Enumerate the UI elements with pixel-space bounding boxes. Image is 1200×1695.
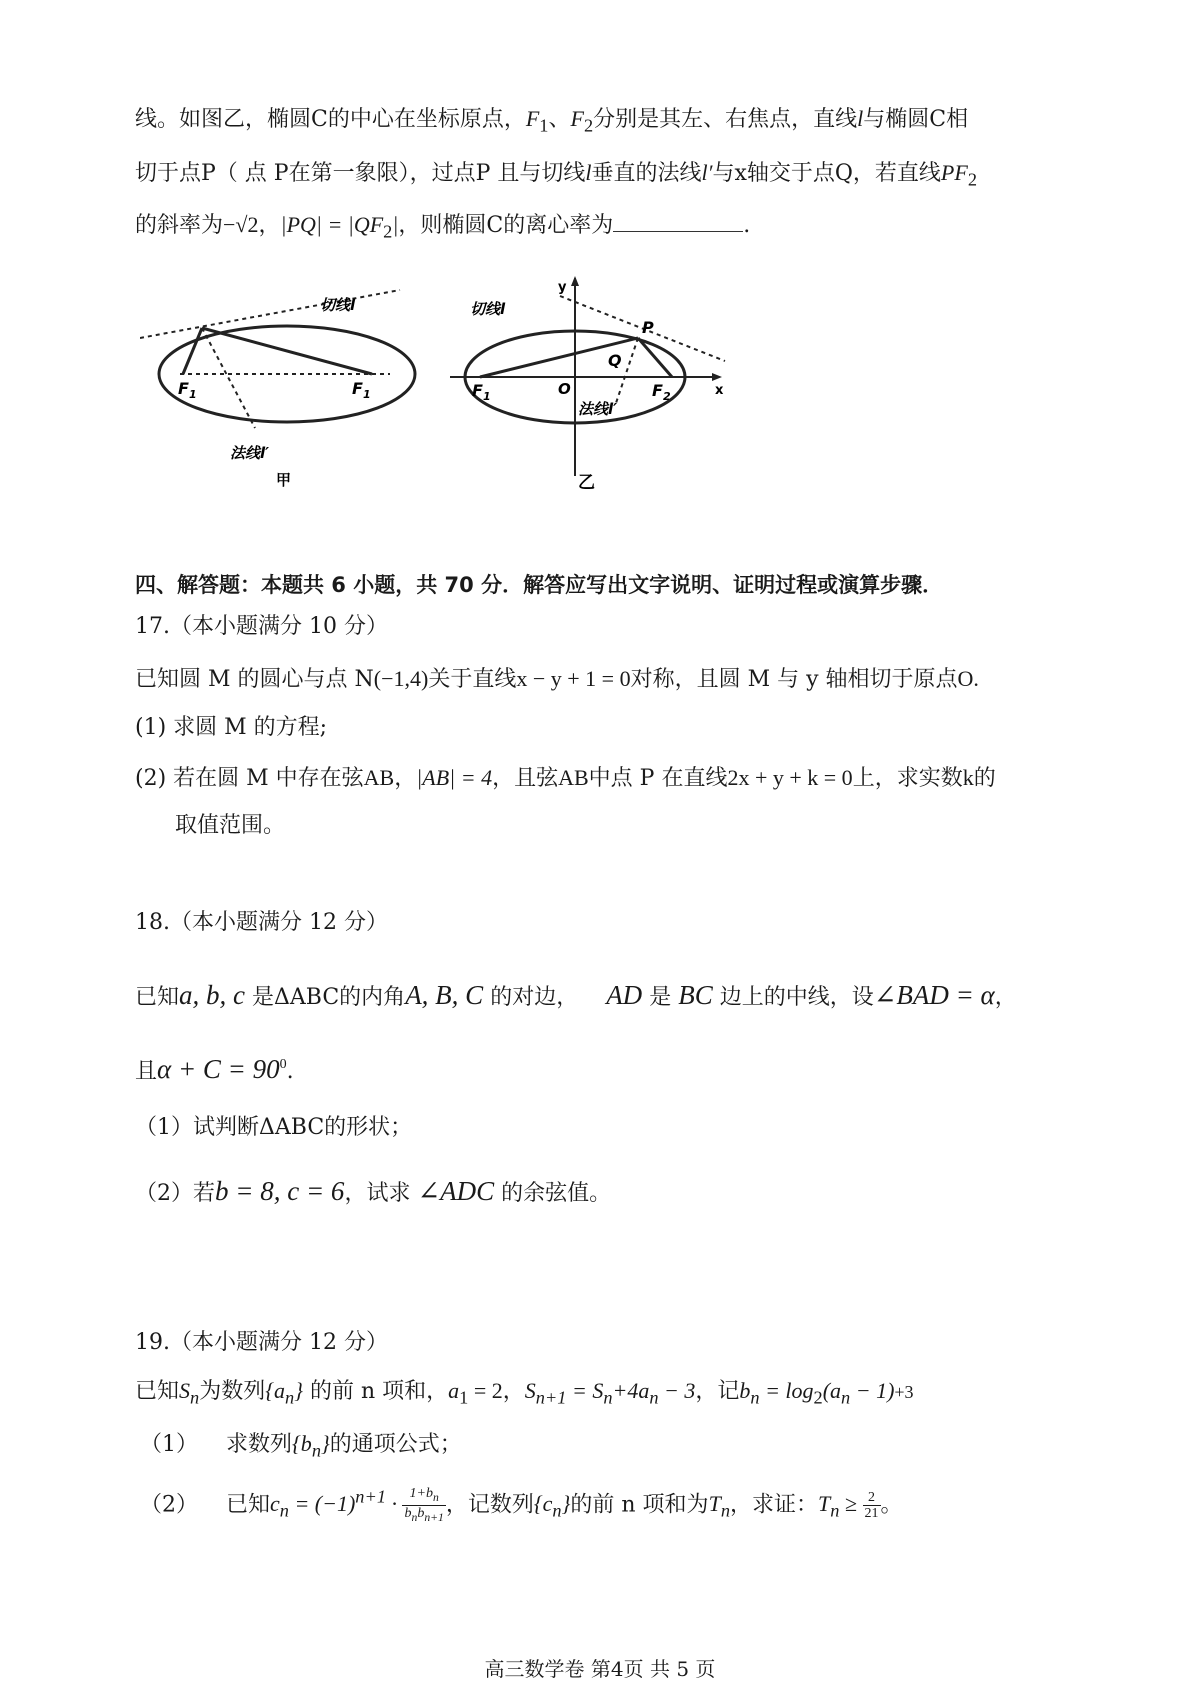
p16-line-1 (135, 104, 968, 140)
math-pq: $|PQ| = |QF_2|$ (280, 212, 399, 242)
segment-pf1 (183, 328, 202, 374)
math-lprime: l′ (701, 160, 713, 185)
math-l: l (857, 106, 864, 131)
math-f1: $F_1$ (525, 106, 549, 136)
caption-yi: 乙 (578, 473, 595, 493)
p16-line-2 (135, 158, 977, 194)
p18-condition: 且$\alpha + C = 90^0$. (135, 1054, 294, 1084)
math-slope: −√2 (223, 212, 259, 237)
text: ，则椭圆C的离心率为 (398, 213, 614, 238)
p16-line-3 (135, 210, 750, 246)
p17-title: 17.（本小题满分 10 分） (135, 614, 388, 639)
page-footer: 高三数学卷 第4页 共 5 页 (484, 1657, 716, 1681)
label-normal: 法线l′ (578, 400, 618, 418)
math-recurrence: $S_{n+1} = S_n+4a_n - 3$ (524, 1378, 696, 1408)
math-values: b = 8, c = 6 (215, 1176, 345, 1206)
y-axis-arrow (571, 276, 579, 286)
p17-q2: (2) 若在圆 M 中存在弦AB，|AB| = 4，且弦AB中点 P 在直线2x + y + k = 0上，求实数k的 (135, 765, 996, 791)
label-x: x (715, 383, 724, 398)
caption-jia: 甲 (276, 471, 292, 489)
text: 与椭圆C相 (863, 107, 969, 132)
math-f2: $F_2$ (570, 106, 594, 136)
label-q: Q (608, 351, 622, 370)
p18-statement: 已知a, b, c 是ΔABC的内角A, B, C 的对边， AD 是 BC 边上的中线，设∠BAD = α， (135, 980, 1017, 1010)
p18-q1: （1）试判断ΔABC的形状； (135, 1115, 413, 1140)
math-pf2: $PF_2$ (940, 160, 977, 190)
math-bn: $b_n = \log_2(a_n - 1)$ (739, 1378, 895, 1408)
text: 线。如图乙，椭圆C的中心在坐标原点， (135, 107, 526, 132)
figure-yi (450, 276, 740, 496)
normal-line (615, 338, 638, 406)
math-line: x − y + 1 = 0 (516, 666, 631, 691)
label-f1: $F_1$ (472, 381, 491, 403)
tangent-line (140, 290, 400, 338)
text: 与x轴交于点Q，若直线 (712, 161, 941, 186)
math-AD: AD (606, 980, 643, 1010)
math-abc: a, b, c (179, 980, 245, 1010)
math-cn: $c_n = (-1)^{n+1}$ · (270, 1487, 403, 1521)
math-fraction: $\frac{1+b_n}{b_nb_{n+1}}$ (404, 1486, 444, 1524)
math-ABC: A, B, C (405, 980, 484, 1010)
math-length: |AB| = 4 (416, 765, 493, 790)
math-angle: ∠ADC (417, 1176, 495, 1206)
math-result-fraction: $\frac{2}{21}$ (864, 1489, 879, 1521)
p17-q1: (1) 求圆 M 的方程; (135, 715, 328, 740)
label-f2: $F_1$ (352, 379, 371, 401)
label-y: y (558, 280, 567, 295)
math-cond: $\alpha + C = 90^0$ (157, 1054, 287, 1084)
p18-q2: （2）若b = 8, c = 6，试求 ∠ADC 的余弦值。 (135, 1176, 612, 1206)
text: 垂直的法线 (591, 161, 702, 186)
math-o: O. (957, 666, 979, 691)
math-angle: ∠BAD = α (873, 980, 995, 1010)
section-heading: 四、解答题：本题共 6 小题，共 70 分．解答应写出文字说明、证明过程或演算步骤． (135, 573, 944, 597)
p17-q2-cont: 取值范围。 (175, 813, 286, 838)
segment-pf2 (202, 328, 372, 374)
math-inequality: $T_n$ ≥ (818, 1491, 863, 1521)
label-tangent: 切线l (470, 300, 506, 318)
text: . (743, 213, 751, 238)
figure-jia (140, 288, 430, 503)
p17-statement: 已知圆 M 的圆心与点 N(−1,4)关于直线x − y + 1 = 0对称，且圆 M 与 y 轴相切于原点O. (135, 666, 979, 692)
text: ， (258, 213, 281, 238)
x-axis-arrow (712, 373, 722, 381)
label-f1: $F_1$ (178, 379, 197, 401)
math-l: l (585, 160, 592, 185)
p18-title: 18.（本小题满分 12 分） (135, 910, 388, 935)
p19-q2: （2） 已知$c_n = (-1)^{n+1}$ · $\frac{1+b_n}{b_nb_{n+1}}$ ，记数列$\{c_n\}$的前 n 项和为$T_n$，求证：$T_n$ ≥ $\frac{2}{21}$ 。 (140, 1486, 903, 1524)
label-f2: $F_2$ (652, 381, 671, 403)
label-normal: 法线l′ (230, 444, 270, 462)
math-line: 2x + y + k = 0 (727, 765, 853, 790)
label-tangent: 切线l (320, 296, 356, 314)
p19-title: 19.（本小题满分 12 分） (135, 1330, 388, 1355)
math-BC: BC (678, 980, 713, 1010)
label-p: P (642, 318, 654, 337)
answer-blank[interactable] (613, 213, 743, 232)
text: 切于点P（ 点 P在第一象限），过点P 且与切线 (135, 161, 586, 186)
text: 、 (548, 107, 571, 132)
text: 分别是其左、右焦点，直线 (593, 107, 858, 132)
p19-statement: 已知$S_n$为数列$\{a_n\}$ 的前 n 项和，$a_1 = 2$，$S_{n+1} = S_n+4a_n - 3$，记$b_n = \log_2(a_n - 1)+3$ (135, 1378, 914, 1408)
label-o: O (558, 380, 571, 398)
math-point: (−1,4) (373, 666, 429, 691)
p19-q1: （1） 求数列$\{b_n\}$的通项公式； (140, 1431, 462, 1461)
text: 的斜率为 (135, 213, 224, 238)
